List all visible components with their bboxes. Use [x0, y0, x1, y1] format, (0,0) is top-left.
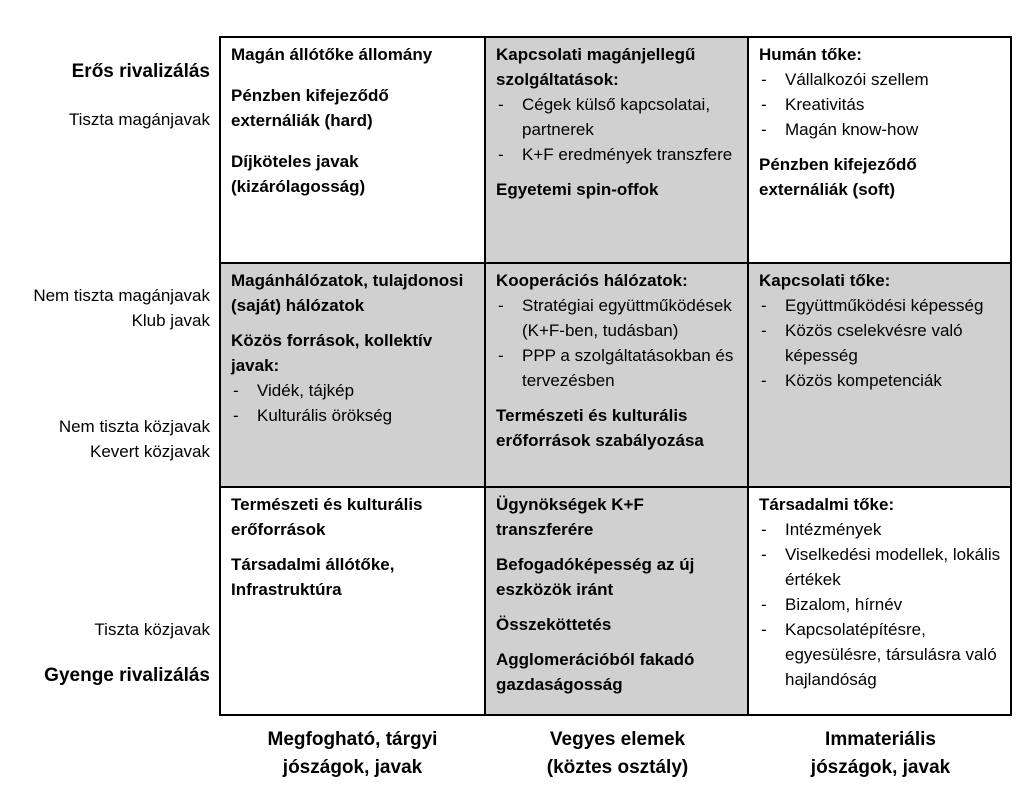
row-label-mixed-public: Kevert közjavak [90, 442, 210, 461]
list-item: - Kulturális örökség [231, 403, 476, 428]
goods-matrix [219, 36, 1012, 716]
col-label-intangible [749, 726, 1012, 782]
cell-heading: Agglomerációból fakadó gazdaságosság [496, 650, 695, 694]
cell-r2c1 [221, 264, 486, 488]
cell-r3c2 [486, 488, 749, 714]
cell-heading: Befogadóképesség az új eszközök iránt [496, 555, 695, 599]
list-item: - Bizalom, hírnév [759, 592, 1002, 617]
cell-r1c3 [749, 38, 1010, 264]
col-label-line: jószágok, javak [810, 757, 951, 778]
cell-heading: Kapcsolati magánjellegű szolgáltatások: [496, 45, 696, 89]
cell-heading: Közös források, kollektív javak: [231, 331, 433, 375]
cell-heading: Díjköteles javak (kizárólagosság) [231, 152, 366, 196]
col-label-line: (köztes osztály) [546, 757, 689, 778]
list-item: - Intézmények [759, 517, 1002, 542]
cell-list [496, 92, 739, 167]
list-item: - Közös cselekvésre való képesség [759, 318, 1002, 368]
cell-list [759, 517, 1002, 692]
cell-r2c2 [486, 264, 749, 488]
col-label-tangible [219, 726, 486, 782]
cell-heading: Társadalmi tőke: [759, 495, 895, 514]
cell-heading: Kooperációs hálózatok: [496, 271, 688, 290]
col-label-line: Megfogható, tárgyi [267, 729, 438, 750]
list-item: - K+F eredmények transzfere [496, 142, 739, 167]
list-item: - Viselkedési modellek, lokális értékek [759, 542, 1002, 592]
list-item: - Magán know-how [759, 117, 1002, 142]
cell-r3c3 [749, 488, 1010, 714]
cell-heading: Pénzben kifejeződő externáliák (hard) [231, 86, 389, 130]
list-item: - Cégek külső kapcsolatai, partnerek [496, 92, 739, 142]
col-label-line: Immateriális [825, 729, 936, 750]
cell-heading: Természeti és kulturális erőforrások [231, 495, 423, 539]
cell-r2c3 [749, 264, 1010, 488]
cell-heading: Humán tőke: [759, 45, 862, 64]
cell-list [231, 378, 476, 428]
row-label-impure-public: Nem tiszta közjavak [58, 417, 210, 436]
cell-heading: Magán állótőke állomány [231, 45, 433, 64]
row-label-club-goods: Klub javak [131, 311, 210, 330]
cell-heading: Természeti és kulturális erőforrások szabályozása [496, 406, 704, 450]
cell-list [496, 293, 739, 393]
list-item: - Együttműködési képesség [759, 293, 1002, 318]
row-label-pure-public: Tiszta közjavak [94, 620, 210, 639]
cell-r1c1 [221, 38, 486, 264]
cell-r3c1 [221, 488, 486, 714]
list-item: - Vállalkozói szellem [759, 67, 1002, 92]
cell-heading: Ügynökségek K+F transzferére [496, 495, 644, 539]
list-item: - Közös kompetenciák [759, 368, 1002, 393]
cell-heading: Összeköttetés [496, 615, 612, 634]
list-item: - Kreativitás [759, 92, 1002, 117]
row-label-pure-private: Tiszta magánjavak [68, 110, 210, 129]
cell-list [759, 67, 1002, 142]
list-item: - Vidék, tájkép [231, 378, 476, 403]
col-label-line: jószágok, javak [282, 757, 423, 778]
list-item: - PPP a szolgáltatásokban és tervezésben [496, 343, 739, 393]
cell-heading: Magánhálózatok, tulajdonosi (saját) hálózatok [231, 271, 464, 315]
row-label-impure-private: Nem tiszta magánjavak [33, 286, 210, 305]
col-label-line: Vegyes elemek [549, 729, 686, 750]
cell-heading: Társadalmi állótőke, Infrastruktúra [231, 555, 395, 599]
cell-r1c2 [486, 38, 749, 264]
cell-list [759, 293, 1002, 393]
cell-heading: Egyetemi spin-offok [496, 180, 659, 199]
cell-heading: Pénzben kifejeződő externáliák (soft) [759, 155, 917, 199]
list-item: - Kapcsolatépítésre, egyesülésre, társulásra való hajlandóság [759, 617, 1002, 692]
list-item: - Stratégiai együttműködések (K+F-ben, tudásban) [496, 293, 739, 343]
row-label-weak-rivalry: Gyenge rivalizálás [44, 665, 210, 686]
row-label-strong-rivalry: Erős rivalizálás [71, 61, 210, 82]
col-label-mixed [486, 726, 749, 782]
cell-heading: Kapcsolati tőke: [759, 271, 891, 290]
